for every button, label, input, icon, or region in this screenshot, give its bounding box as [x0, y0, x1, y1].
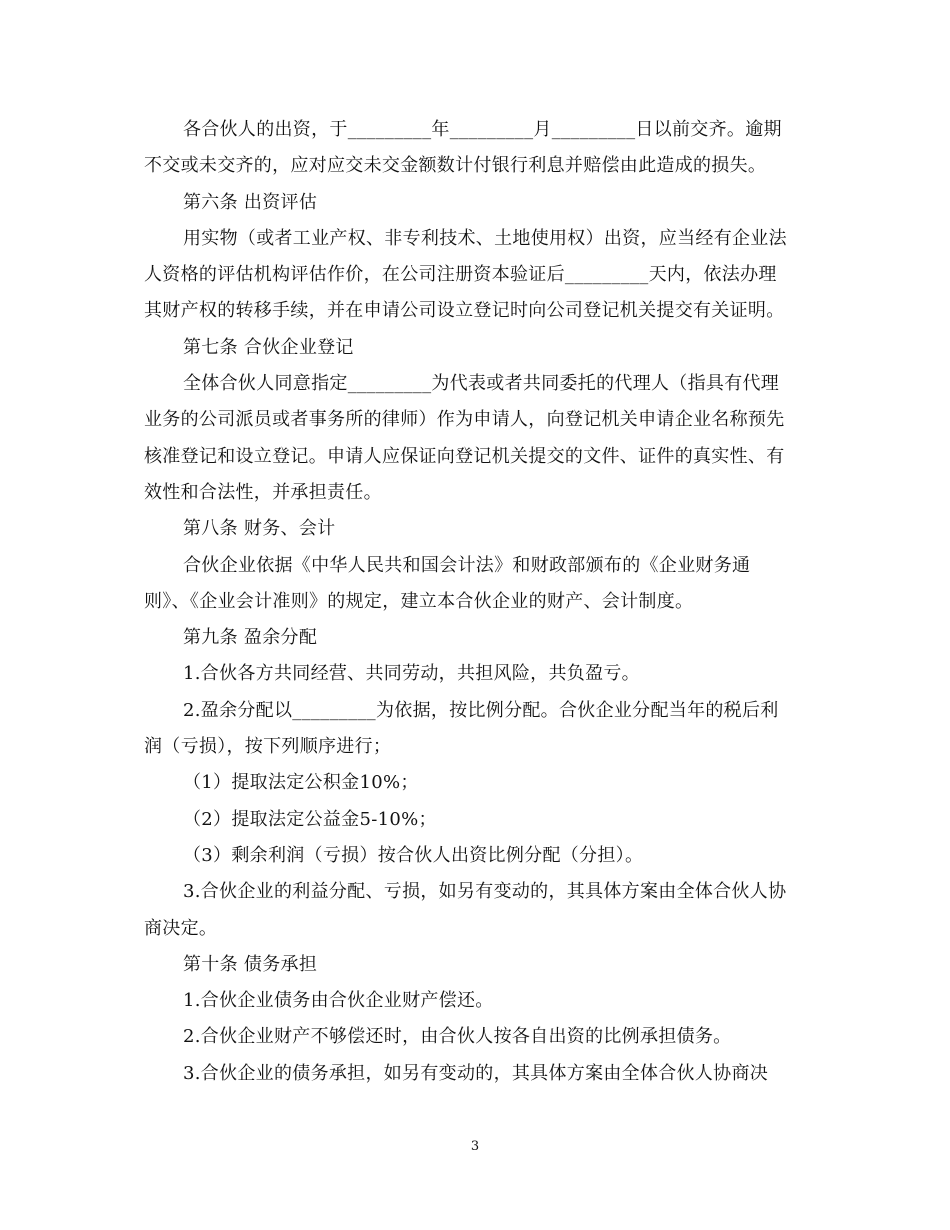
- text-line: 润（亏损），按下列顺序进行；: [144, 736, 392, 758]
- text-line: 不交或未交齐的，应对应交未交金额数计付银行利息并赔偿由此造成的损失。: [144, 155, 767, 177]
- text-line: 用实物（或者工业产权、非专利技术、土地使用权）出资，应当经有企业法: [183, 227, 787, 249]
- document-body: [144, 112, 804, 1092]
- article-heading: 第六条 出资评估: [183, 191, 318, 213]
- text-line: 人资格的评估机构评估作价，在公司注册资本验证后_________天内，依法办理: [144, 264, 777, 286]
- text-line: 其财产权的转移手续，并在申请公司设立登记时向公司登记机关提交有关证明。: [144, 300, 785, 322]
- text-line: 效性和合法性，并承担责任。: [144, 481, 382, 503]
- list-item: 1.合伙各方共同经营、共同劳动，共担风险，共负盈亏。: [183, 663, 640, 685]
- text-line: 商决定。: [144, 917, 218, 939]
- page-number: 3: [470, 1139, 480, 1154]
- list-item: 2.合伙企业财产不够偿还时，由合伙人按各自出资的比例承担债务。: [183, 1026, 732, 1048]
- list-item: 3.合伙企业的债务承担，如另有变动的，其具体方案由全体合伙人协商决: [183, 1062, 769, 1084]
- sub-list-item: （1）提取法定公积金10%；: [183, 772, 419, 794]
- text-line: 全体合伙人同意指定_________为代表或者共同委托的代理人（指具有代理: [183, 373, 780, 395]
- text-line: 合伙企业依据《中华人民共和国会计法》和财政部颁布的《企业财务通: [183, 554, 751, 576]
- list-item: 1.合伙企业债务由合伙企业财产偿还。: [183, 990, 494, 1012]
- text-line: 则》、《企业会计准则》的规定，建立本合伙企业的财产、会计制度。: [144, 590, 694, 612]
- article-heading: 第八条 财务、会计: [183, 518, 336, 540]
- text-line: 各合伙人的出资，于_________年_________月_________日以前交齐。逾期: [183, 119, 782, 140]
- list-item: 3.合伙企业的利益分配、亏损，如另有变动的，其具体方案由全体合伙人协: [183, 881, 787, 903]
- article-heading: 第十条 债务承担: [183, 953, 318, 975]
- article-heading: 第七条 合伙企业登记: [183, 336, 354, 358]
- sub-list-item: （2）提取法定公益金5-10%；: [183, 808, 437, 830]
- article-heading: 第九条 盈余分配: [183, 627, 318, 649]
- text-line: 核准登记和设立登记。申请人应保证向登记机关提交的文件、证件的真实性、有: [144, 445, 785, 467]
- sub-list-item: （3）剩余利润（亏损）按合伙人出资比例分配（分担）。: [183, 844, 644, 866]
- text-line: 业务的公司派员或者事务所的律师）作为申请人，向登记机关申请企业名称预先: [144, 409, 785, 431]
- list-item: 2.盈余分配以_________为依据，按比例分配。合伙企业分配当年的税后利: [183, 699, 779, 721]
